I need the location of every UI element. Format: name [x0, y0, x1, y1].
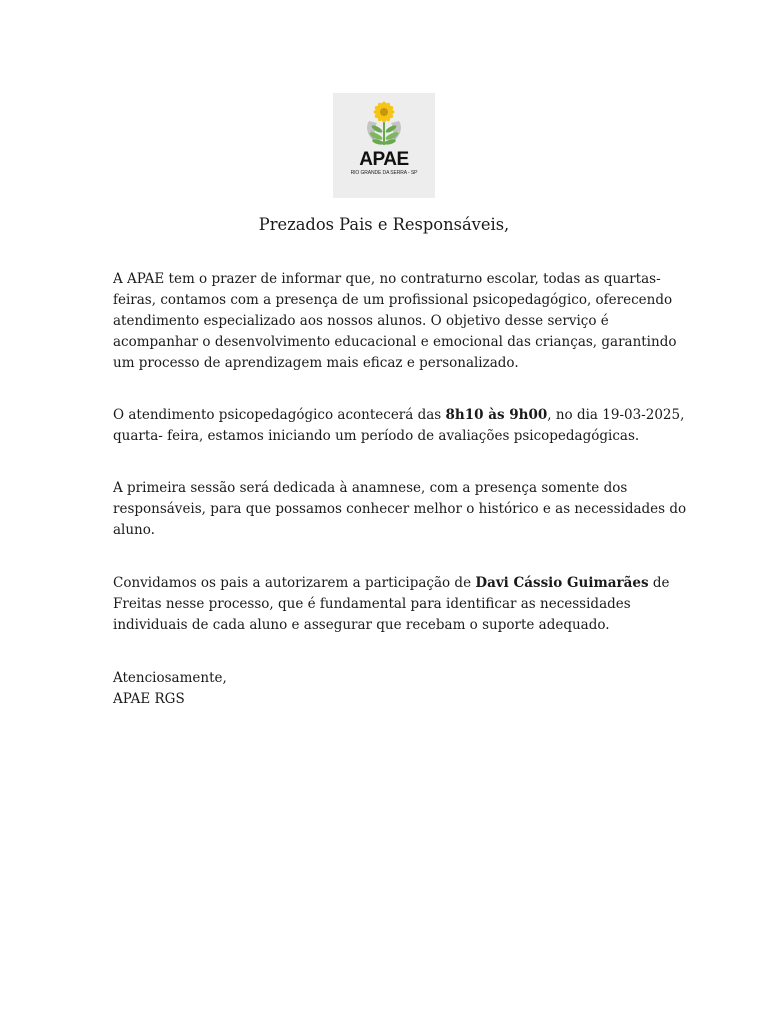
- closing-salutation: Atenciosamente,: [113, 670, 227, 686]
- paragraph-line: acompanhar o desenvolvimento educacional e emocional das crianças, garantindo: [113, 334, 677, 350]
- paragraph-invitation: [113, 573, 670, 636]
- greeting: Prezados Pais e Responsáveis,: [258, 215, 510, 234]
- logo-subtitle: RIO GRANDE DA SERRA - SP: [350, 170, 418, 176]
- invitation-text-after: de: [648, 575, 670, 591]
- paragraph-line: quarta- feira, estamos iniciando um período de avaliações psicopedagógicas.: [113, 428, 640, 444]
- schedule-time: 8h10 às 9h00: [445, 407, 548, 423]
- paragraph-line: A primeira sessão será dedicada à anamnese, com a presença somente dos: [113, 480, 628, 496]
- invitation-text-before: Convidamos os pais a autorizarem a participação de: [113, 575, 476, 591]
- paragraph-line: atendimento especializado aos nossos alunos. O objetivo desse serviço é: [113, 313, 609, 329]
- paragraph-line: responsáveis, para que possamos conhecer melhor o histórico e as necessidades do: [113, 501, 687, 517]
- paragraph-line: individuais de cada aluno e assegurar que recebam o suporte adequado.: [113, 617, 610, 633]
- paragraph-schedule: [113, 405, 685, 447]
- paragraph-line: um processo de aprendizagem mais eficaz e personalizado.: [113, 355, 519, 371]
- paragraph-services: [113, 269, 677, 374]
- schedule-text-after: , no dia 19-03-2025,: [547, 407, 685, 423]
- flower-hands-icon: [333, 93, 435, 153]
- apae-logo: [333, 93, 435, 198]
- paragraph-line: [113, 405, 685, 426]
- logo-name: APAE: [359, 149, 409, 170]
- closing-signature: [113, 668, 657, 710]
- student-name: Davi Cássio Guimarães: [475, 575, 649, 591]
- schedule-text-before: O atendimento psicopedagógico acontecerá das: [113, 407, 446, 423]
- paragraph-line: A APAE tem o prazer de informar que, no contraturno escolar, todas as quartas-: [113, 271, 661, 287]
- paragraph-line: aluno.: [113, 522, 155, 538]
- paragraph-first-session: [113, 478, 687, 541]
- paragraph-line: Freitas nesse processo, que é fundamental para identificar as necessidades: [113, 596, 631, 612]
- paragraph-line: feiras, contamos com a presença de um profissional psicopedagógico, oferecendo: [113, 292, 673, 308]
- signature-name: APAE RGS: [113, 691, 185, 707]
- paragraph-line: [113, 573, 670, 594]
